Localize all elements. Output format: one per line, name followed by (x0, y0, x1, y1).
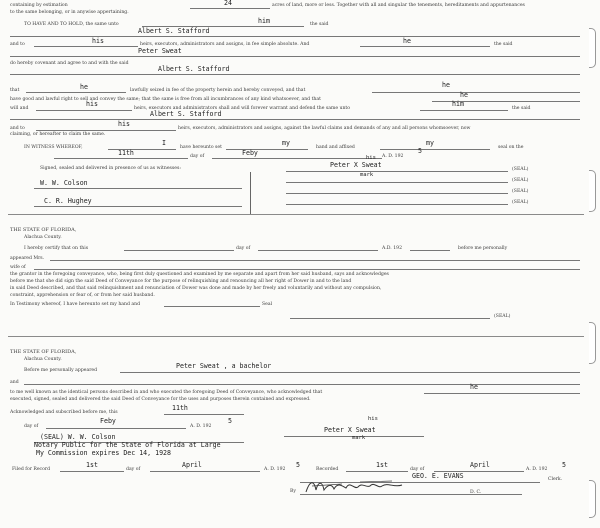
deputy-clerk-line (300, 494, 522, 495)
filed-month: April (182, 461, 202, 469)
he-1: he (403, 37, 411, 45)
witness-my-1-fill (226, 149, 308, 150)
seal-label-1: (SEAL) (512, 167, 529, 172)
witness-set: have hereunto set (180, 145, 222, 150)
he-1-fill (360, 46, 490, 47)
by-label: By (290, 489, 296, 494)
ack1-before: before me personally (458, 246, 508, 251)
ack2-year: 5 (228, 417, 232, 425)
his-1-fill (34, 46, 138, 47)
his-2: his (86, 100, 98, 108)
recorded-month: April (470, 461, 490, 469)
lawful-right-line: have good and lawful right to sell and convey the same; that the same is free from all incumbrances of any kind whatsoever, and that (10, 97, 321, 102)
he-2: he (80, 83, 88, 91)
seal-label-3: (SEAL) (512, 189, 529, 194)
habendum-pre: TO HAVE AND TO HOLD, the same unto (24, 22, 119, 27)
deed-line-2: to the same belonging, or in anywise appertaining. (10, 10, 129, 15)
witness-seal-on: seal on the (498, 145, 524, 150)
ack2-subscribed: Acknowledged and subscribed before me, this (10, 410, 118, 415)
recorded-day: 1st (376, 461, 388, 469)
recorded-ad: A. D. 192 (526, 467, 548, 472)
acreage-value: 24 (224, 0, 232, 7)
fee-simple-post: the said (494, 42, 513, 47)
seal-label-2: (SEAL) (512, 178, 529, 183)
ack2-body-2: executed, signed, sealed and delivered the said Deed of Conveyance for the uses and purposes therein contained and expressed. (10, 397, 311, 402)
his-1: his (92, 37, 104, 45)
ack1-state: THE STATE OF FLORIDA, (10, 227, 77, 233)
deed-line-1-post: acres of land, more or less. Together with all and singular the tenements, hereditaments and appurtenances (272, 3, 525, 8)
filed-ad: A. D. 192 (264, 467, 286, 472)
and-to-1: and to (10, 42, 25, 47)
seal-line-2 (286, 182, 508, 183)
acreage-fill (190, 8, 270, 9)
mark-word-1: mark (360, 172, 374, 178)
signed-sealed-intro: Signed, sealed and delivered in presence of us as witnesses: (40, 166, 181, 171)
deputy-clerk-signature (302, 476, 412, 496)
ack1-day-fill (124, 250, 234, 251)
filed-day-of: day of (126, 467, 141, 472)
filed-month-fill (150, 471, 260, 472)
clerk-label: Clerk. (548, 477, 563, 482)
witness-1-line (34, 188, 242, 189)
ack2-he: he (470, 383, 478, 391)
ack1-year-fill (410, 250, 450, 251)
witness-year: 5 (418, 147, 422, 155)
binder-hole-bottom (589, 480, 596, 518)
witness-whereof: IN WITNESS WHEREOF, (24, 145, 83, 150)
warrant-line: heirs, executors and administrators shall and will forever warrant and defend the same unto (134, 106, 351, 111)
ack2-day-of: day of (24, 424, 39, 429)
recorded-day-fill (346, 471, 408, 472)
seized-that: that (10, 88, 20, 93)
ack2-his-mark: his (368, 416, 378, 422)
ack1-wife-of: wife of (10, 265, 26, 270)
his-mark-top: his (366, 155, 376, 161)
ack1-body-3: in said Deed described, and that said relinquishment and renunciation of Dower was done and made by her freely and voluntarily and without any compulsion, (10, 286, 382, 291)
witness-month: Feby (242, 149, 258, 157)
witness-1-name: W. W. Colson (40, 179, 88, 187)
ack2-and: and (10, 380, 19, 385)
he-3-fill (372, 92, 580, 93)
witness-brace (250, 172, 255, 214)
ack1-body-4: constraint, apprehension or fear of, or from her said husband. (10, 293, 155, 298)
ack2-day: 11th (172, 404, 188, 412)
seal-label-4: (SEAL) (512, 200, 529, 205)
his-3: his (118, 120, 130, 128)
grantee-name-3-fill (10, 119, 580, 120)
ack2-month: Feby (100, 417, 116, 425)
grantee-name-2-fill (10, 74, 580, 75)
covenant-line: do hereby covenant and agree to and with the said (10, 61, 129, 66)
witness-month-fill (212, 158, 382, 159)
habendum-him: him (258, 17, 270, 25)
filed-day-fill (60, 471, 124, 472)
ack1-appeared: appeared Mrs. (10, 256, 45, 261)
ack1-appeared-fill (50, 260, 580, 261)
ack1-month-fill (258, 250, 378, 251)
filed-year: 5 (296, 461, 300, 469)
ack2-party-fill (120, 372, 580, 373)
ack2-county: Alachua County. (24, 357, 62, 362)
recorded-year: 5 (562, 461, 566, 469)
witness-my-2-fill (380, 149, 490, 150)
ack2-and-fill (24, 384, 580, 385)
witness-day-fill (54, 158, 188, 159)
clerk-name: GEO. E. EVANS (412, 472, 464, 480)
witness-hand: hand and affixed (316, 145, 355, 150)
ack1-sig-line (290, 318, 490, 319)
ack2-ad192: A. D. 192 (190, 424, 212, 429)
ack2-he-fill (424, 393, 580, 394)
ack2-party: Peter Sweat , a bachelor (176, 362, 272, 370)
habendum-post: the said (310, 22, 329, 27)
claiming-line: claiming, or hereafter to claim the same. (10, 132, 106, 137)
grantee-name-2: Albert S. Stafford (158, 65, 230, 73)
witness-i: I (162, 139, 166, 147)
mark-word-2: mark (352, 435, 366, 441)
witness-my-2: my (426, 139, 434, 147)
grantor-sig-line (286, 171, 508, 172)
seized-line: lawfully seized in fee of the property herein and hereby conveyed, and that (130, 88, 306, 93)
dc-label: D. C. (470, 490, 482, 495)
will-and: will and (10, 106, 29, 111)
witness-day: 11th (118, 149, 134, 157)
ack1-county: Alachua County. (24, 235, 62, 240)
notary-seal-name: (SEAL) W. W. Colson (40, 433, 116, 441)
and-to-2: and to (10, 126, 25, 131)
he-4: he (460, 91, 468, 99)
grantor-name-1-fill (10, 56, 580, 57)
ack2-before: Before me personally appeared (24, 368, 98, 373)
deed-line-1-pre: containing by estimation (10, 3, 68, 8)
ack1-body-1: the grantor in the foregoing conveyance, who, being first duly questioned and examined by me separate and apart from her said husband, says and acknowledges (10, 272, 389, 277)
grantee-name-3: Albert S. Stafford (150, 110, 222, 118)
recorded-label: Recorded (316, 467, 339, 472)
warrant-post: the said (512, 106, 531, 111)
he-2-fill (26, 92, 126, 93)
witness-ad192: A. D. 192 (382, 154, 404, 159)
ack1-body-2: before me that she did sign the said Deed of Conveyance for the purpose of relinquishing and renouncing all her right of Dower in and to the land (10, 279, 352, 284)
ack1-ad192: A.D. 192 (382, 246, 402, 251)
grantor-name-1: Peter Sweat (138, 47, 182, 55)
grantee-name-1: Albert S. Stafford (138, 27, 210, 35)
witness-2-name: C. R. Hughey (44, 197, 92, 205)
filed-for-record: Filed for Record (12, 467, 51, 472)
witness-day-of: day of (190, 154, 205, 159)
his-3-fill (36, 130, 176, 131)
ack1-testimony: In Testimony whereof, I have hereunto set my hand and (10, 302, 141, 307)
witness-2-line (34, 206, 242, 207)
fee-simple-line: heirs, executors, administrators and assigns, in fee simple absolute. And (140, 42, 310, 47)
ack2-day-fill (164, 414, 244, 415)
ack1-seal-word: Seal (262, 302, 273, 307)
ack2-state: THE STATE OF FLORIDA, (10, 349, 77, 355)
witness-my-1: my (282, 139, 290, 147)
him-2-fill (420, 110, 508, 111)
seal-line-3 (286, 193, 508, 194)
binder-hole-lower (589, 322, 596, 364)
grantor-signature-1: Peter X Sweat (330, 161, 382, 169)
binder-hole-middle (589, 170, 596, 212)
his-2-fill (36, 110, 132, 111)
ack1-certify: I hereby certify that on this (24, 246, 89, 251)
filed-day: 1st (86, 461, 98, 469)
ack1-seal-fill (164, 306, 260, 307)
grantor-signature-2: Peter X Sweat (324, 426, 376, 434)
notary-title: Notary Public for the State of Florida at Large (34, 441, 221, 449)
section-divider-2 (8, 336, 584, 337)
ack2-month-fill (46, 428, 186, 429)
he-3: he (442, 81, 450, 89)
seal-line-4 (286, 204, 508, 205)
ack1-seal-label: (SEAL) (494, 314, 511, 319)
notary-commission: My Commission expires Dec 14, 1928 (36, 449, 171, 457)
ack2-body-1: to me well known as the identical persons described in and who executed the foregoing Deed of Conveyance, who acknowledged that (10, 390, 323, 395)
recorded-day-of: day of (410, 467, 425, 472)
lawful-claims-line: heirs, executors, administrators and assigns, against the lawful claims and demands of any and all persons whomsoever, now (178, 126, 471, 131)
ack1-day-of: day of (236, 246, 251, 251)
section-divider-1 (8, 214, 584, 215)
him-2: him (452, 100, 464, 108)
ack1-wife-fill (34, 269, 580, 270)
binder-hole-top (589, 28, 596, 68)
